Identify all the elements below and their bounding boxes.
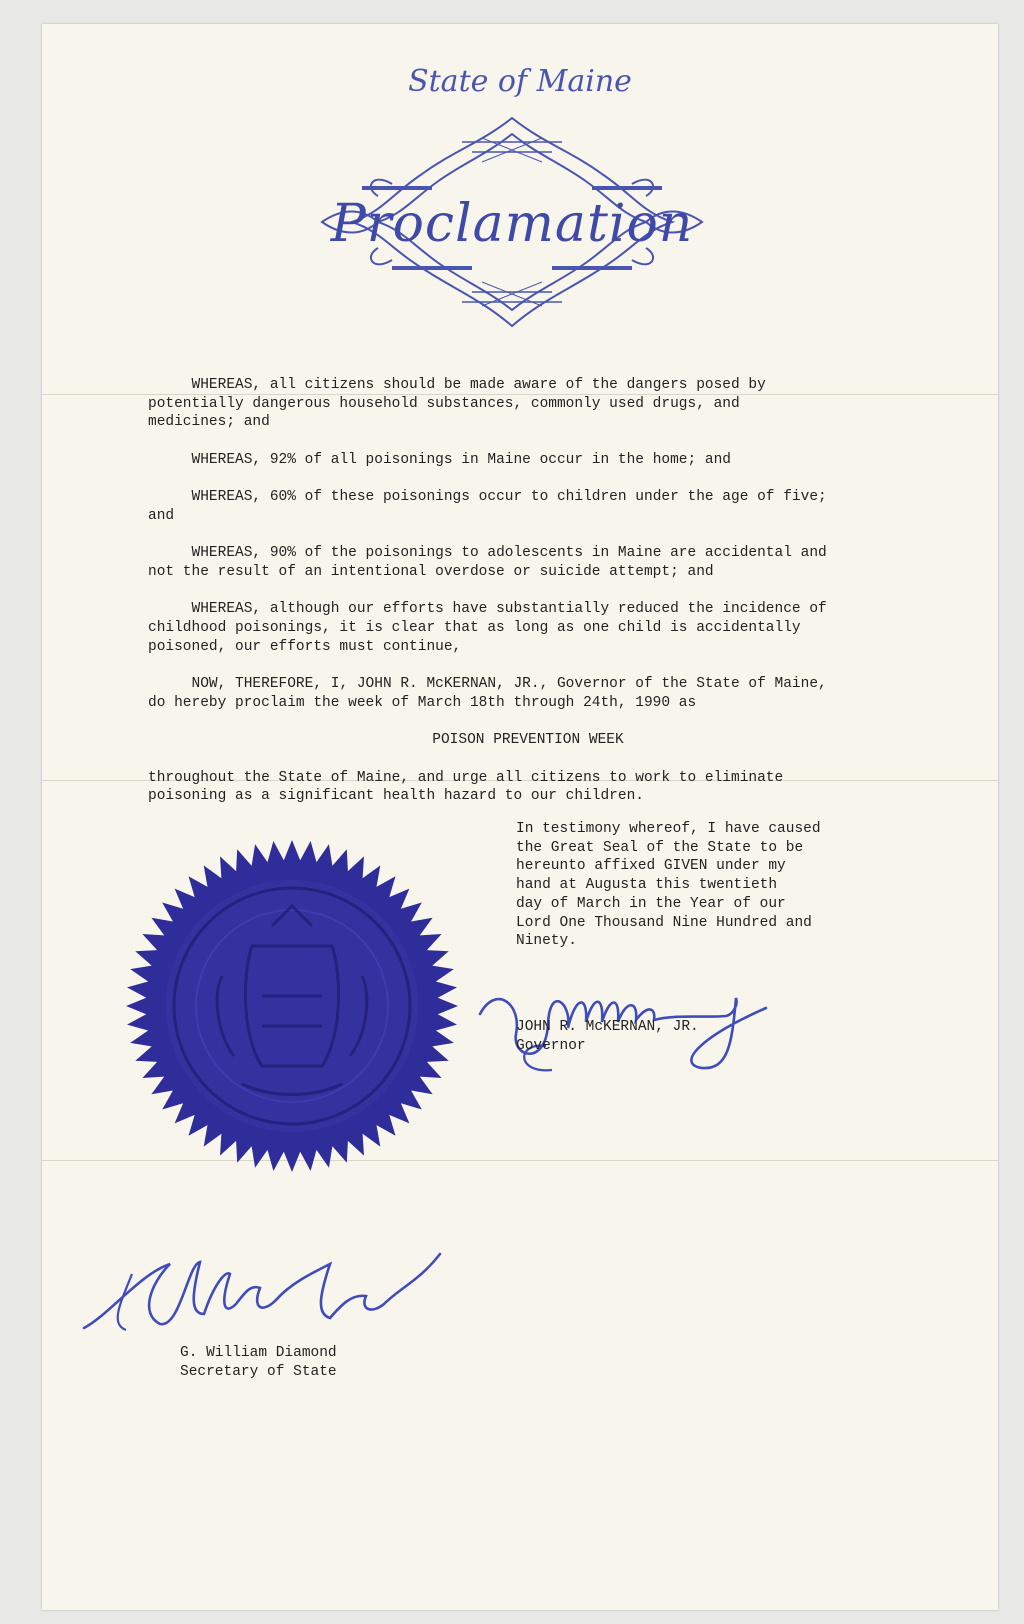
proclamation-body (148, 376, 908, 825)
testimony-paragraph: In testimony whereof, I have caused the Great Seal of the State to be hereunto affixed GIVEN under my hand at Augusta this twentieth day of March in the Year of our Lord One Thousand Nine Hundred and Ninety. (516, 821, 821, 950)
whereas-paragraph: WHEREAS, 60% of these poisonings occur to children under the age of five; and (148, 489, 827, 524)
great-seal (122, 836, 462, 1176)
secretary-signature (80, 1244, 460, 1344)
whereas-paragraph: WHEREAS, all citizens should be made aware of the dangers posed by potentially dangerous household substances, commonly used drugs, and medicines; and (148, 377, 766, 431)
whereas-paragraph: WHEREAS, although our efforts have substantially reduced the incidence of childhood poisonings, it is clear that as long as one child is accidentally poisoned, our efforts must continue, (148, 601, 827, 655)
governor-name: JOHN R. McKERNAN, JR. (516, 1019, 699, 1035)
proclamation-document (42, 24, 998, 1610)
great-seal-icon (122, 836, 462, 1176)
secretary-signature-block (180, 1344, 337, 1381)
secretary-signature-icon (80, 1244, 460, 1344)
governor-signature-block (516, 1018, 699, 1055)
whereas-paragraph: WHEREAS, 90% of the poisonings to adolescents in Maine are accidental and not the result of an intentional overdose or suicide attempt; and (148, 545, 827, 580)
whereas-paragraph: WHEREAS, 92% of all poisonings in Maine occur in the home; and (148, 451, 732, 468)
proclamation-cartouche (312, 112, 712, 348)
state-heading: State of Maine (408, 64, 632, 99)
secretary-name: G. William Diamond (180, 1345, 337, 1361)
closing-paragraph: throughout the State of Maine, and urge all citizens to work to eliminate poisoning as a significant health hazard to our children. (148, 769, 784, 805)
secretary-title: Secretary of State (180, 1363, 337, 1380)
governor-title: Governor (516, 1037, 586, 1054)
proclaimed-week-title: POISON PREVENTION WEEK (432, 732, 624, 749)
therefore-paragraph: NOW, THEREFORE, I, JOHN R. McKERNAN, JR., Governor of the State of Maine, do hereby proclaim the week of March 18th through 24th, 1990 as (148, 676, 827, 711)
proclamation-title: Proclamation (330, 194, 694, 254)
